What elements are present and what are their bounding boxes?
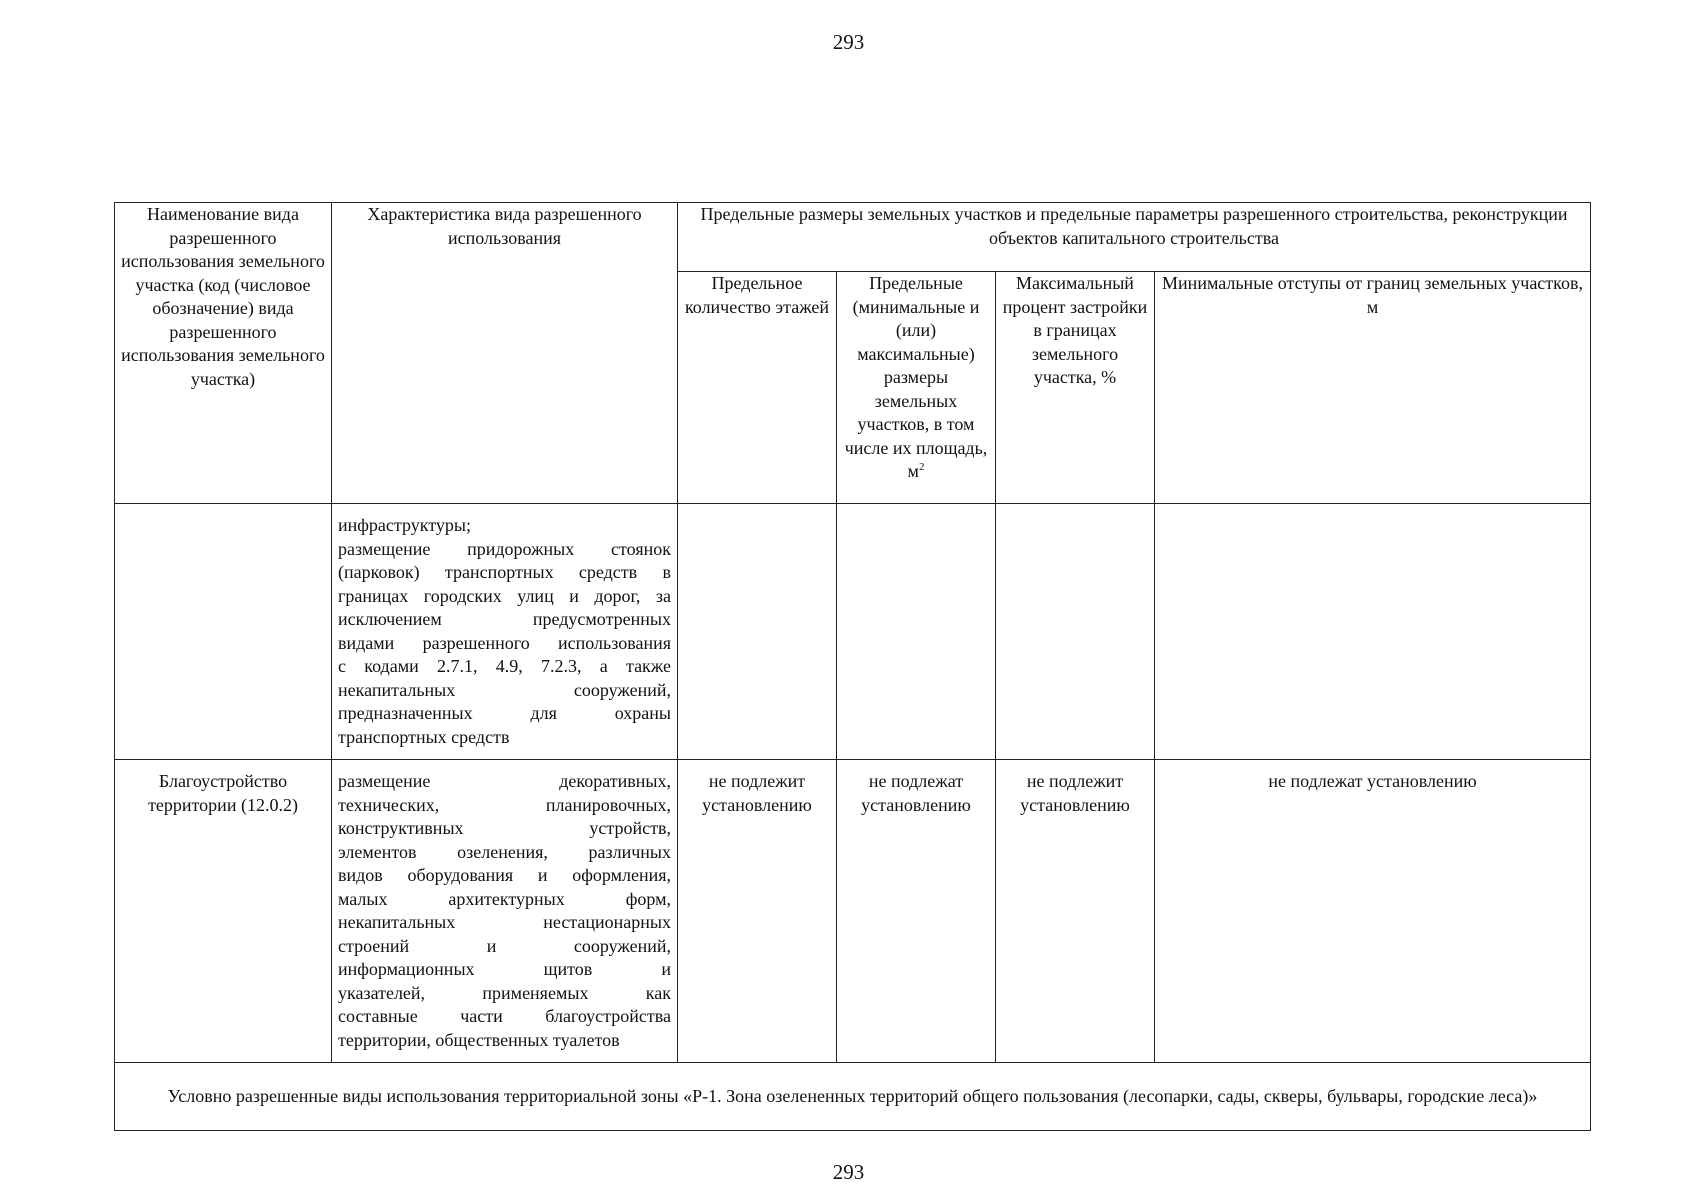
row-name-cell <box>115 504 332 760</box>
row-description-line: элементов озеленения, различных <box>338 841 671 862</box>
header-group-label: Предельные размеры земельных участков и предельные параметры разрешенного строительства, реконструкции объектов капитального строительства <box>700 204 1568 248</box>
header-name-cell <box>115 203 332 504</box>
row-description-line: строений и сооружений, <box>338 935 671 956</box>
row-description-line: размещение придорожных стоянок <box>338 538 671 559</box>
header-sizes-superscript: 2 <box>918 461 925 473</box>
header-percent-cell <box>996 272 1155 504</box>
table-row <box>115 760 1591 1063</box>
header-floors-label: Предельное количество этажей <box>684 273 830 317</box>
row-description-line: с кодами 2.7.1, 4.9, 7.2.3, а также <box>338 656 671 676</box>
header-sizes-cell <box>837 272 996 504</box>
row-sizes-cell: не подлежат установлению <box>837 760 996 1063</box>
row-description-line: конструктивных устройств, <box>338 818 671 838</box>
footer-row <box>115 1063 1591 1131</box>
row-floors-cell: не подлежит установлению <box>678 760 837 1063</box>
header-row-1 <box>115 203 1591 272</box>
row-name-cell: Благоустройство территории (12.0.2) <box>115 760 332 1063</box>
row-description-line: технических, планировочных, <box>338 794 671 815</box>
header-sizes-label: Предельные (минимальные и (или) максимальные) размеры земельных участков, в том числе их площадь, м <box>844 273 988 481</box>
header-group-cell <box>678 203 1591 272</box>
row-description-line: размещение декоративных, <box>338 771 671 791</box>
row-description-line: указателей, применяемых как <box>338 982 671 1003</box>
header-description-label: Характеристика вида разрешенного использования <box>367 204 642 248</box>
row-floors-cell <box>678 504 837 760</box>
row-description-line: малых архитектурных форм, <box>338 888 671 909</box>
row-description-line: территории, общественных туалетов <box>338 1029 620 1050</box>
header-description-cell <box>332 203 678 504</box>
page-number-bottom: 293 <box>832 1160 865 1184</box>
page-number-top: 293 <box>832 30 865 54</box>
row-description-line: составные части благоустройства <box>338 1006 671 1026</box>
row-description-line: некапитальных сооружений, <box>338 679 671 700</box>
row-percent-cell: не подлежит установлению <box>996 760 1155 1063</box>
row-description-line: инфраструктуры; <box>338 515 471 535</box>
header-setbacks-cell <box>1155 272 1591 504</box>
row-description-line: информационных щитов и <box>338 959 671 979</box>
header-name-label: Наименование вида разрешенного использования земельного участка (код (числовое обозначение) вида разрешенного использования земельного участка) <box>121 204 325 389</box>
regulations-table <box>114 202 1591 1131</box>
row-setbacks-cell <box>1155 504 1591 760</box>
header-floors-cell <box>678 272 837 504</box>
footer-cell: Условно разрешенные виды использования территориальной зоны «Р-1. Зона озелененных территорий общего пользования (лесопарки, сады, скверы, бульвары, городские леса)» <box>115 1063 1591 1131</box>
row-description-line: транспортных средств <box>338 726 510 747</box>
row-sizes-cell <box>837 504 996 760</box>
header-percent-label: Максимальный процент застройки в границах земельного участка, % <box>1002 273 1148 387</box>
row-description-line: предназначенных для охраны <box>338 703 671 723</box>
row-description-line: видами разрешенного использования <box>338 632 671 653</box>
row-description-line: (парковок) транспортных средств в <box>338 562 671 582</box>
row-description-cell <box>332 760 678 1063</box>
header-setbacks-label: Минимальные отступы от границ земельных участков, м <box>1162 273 1583 317</box>
row-description-cell <box>332 504 678 760</box>
table-row <box>115 504 1591 760</box>
row-percent-cell <box>996 504 1155 760</box>
row-description-line: исключением предусмотренных <box>338 609 671 629</box>
row-setbacks-cell: не подлежат установлению <box>1155 760 1591 1063</box>
row-description-line: видов оборудования и оформления, <box>338 865 671 885</box>
row-description-line: некапитальных нестационарных <box>338 912 671 932</box>
row-description-line: границах городских улиц и дорог, за <box>338 585 671 606</box>
